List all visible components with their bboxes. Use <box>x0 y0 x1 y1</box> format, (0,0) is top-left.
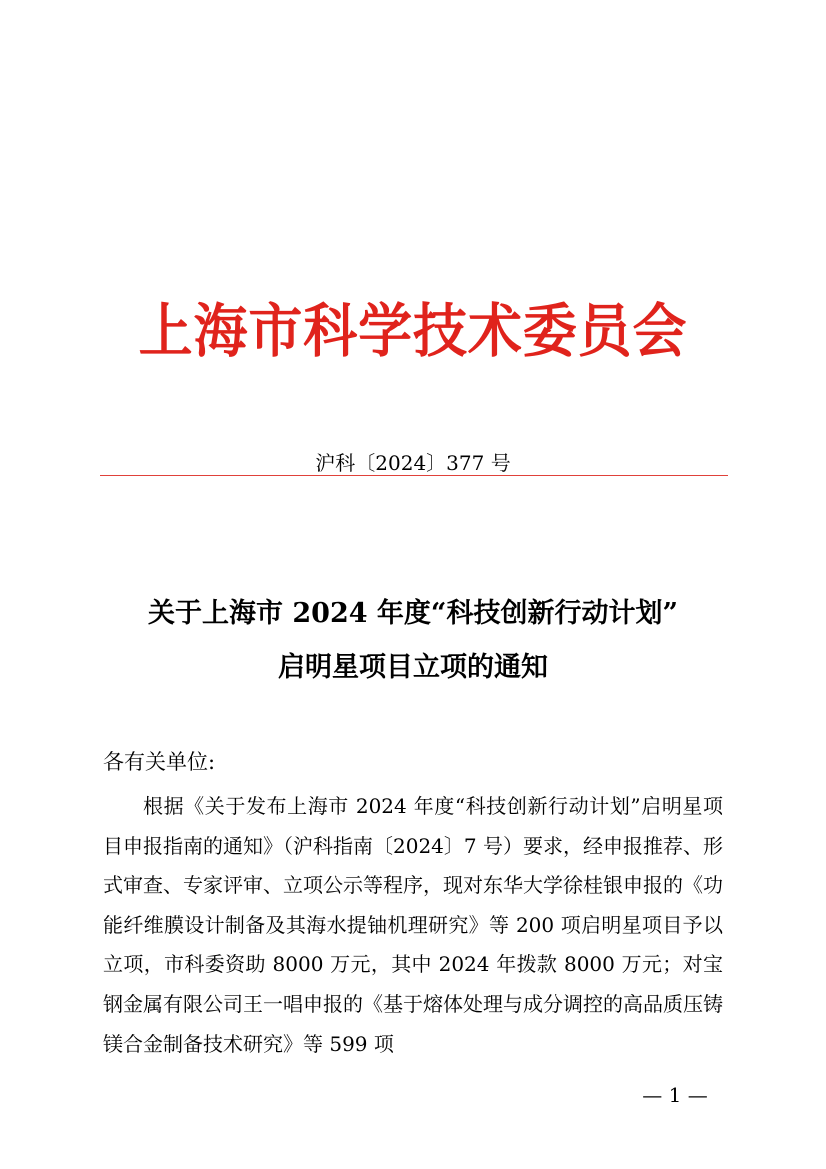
page-number: — 1 — <box>642 1083 708 1107</box>
body-paragraph: 根据《关于发布上海市 2024 年度“科技创新行动计划”启明星项目申报指南的通知》（沪科指南〔2024〕7 号）要求，经申报推荐、形式审查、专家评审、立项公示等程序，现对东华大学徐桂银申报的《功能纤维膜设计制备及其海水提铀机理研究》等 200 项启明星项目予以立项，市科委资助 8000 万元，其中 2024 年拨款 8000 万元；对宝钢金属有限公司王一唱申报的《基于熔体处理与成分调控的高品质压铸镁合金制备技术研究》等 599 项 <box>103 794 723 1056</box>
issuing-organization: 上海市科学技术委员会 <box>138 297 688 365</box>
document-title-line-2: 启明星项目立项的通知 <box>278 652 548 683</box>
salutation: 各有关单位: <box>103 750 216 774</box>
document-number: 沪科〔2024〕377 号 <box>315 451 511 475</box>
document-title-line-1: 关于上海市 2024 年度“科技创新行动计划” <box>147 598 678 629</box>
header-divider <box>100 475 728 476</box>
